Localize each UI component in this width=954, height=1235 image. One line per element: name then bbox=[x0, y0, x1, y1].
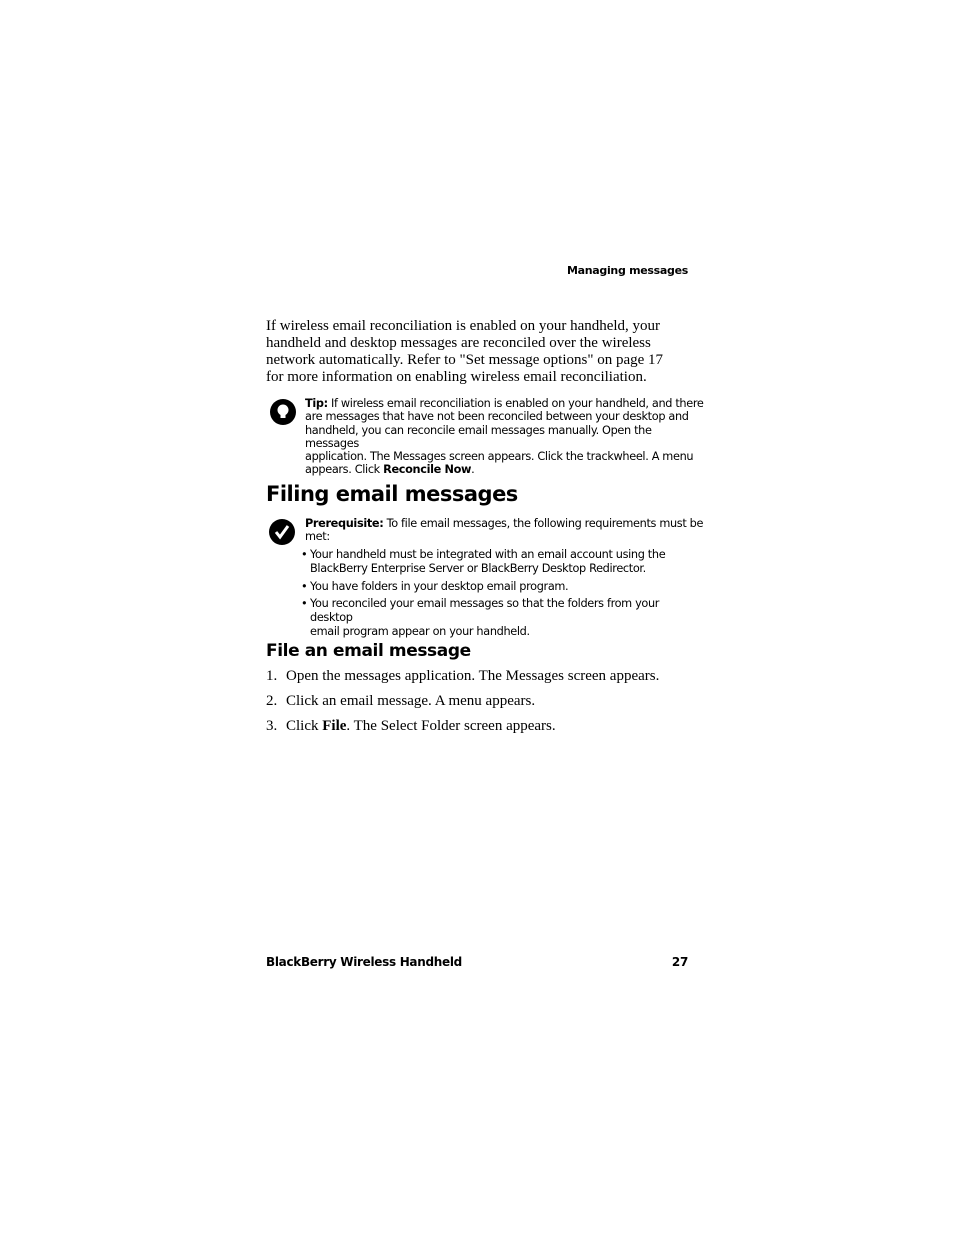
bullet-item: • You reconciled your email messages so that the folders from your desktop email program appear on your handheld. bbox=[301, 597, 660, 638]
section-title: Filing email messages bbox=[266, 482, 518, 506]
bullet-item: • You have folders in your desktop email program. bbox=[301, 580, 569, 593]
subsection-title: File an email message bbox=[266, 641, 471, 661]
page-number: 27 bbox=[671, 955, 688, 969]
checkmark-icon bbox=[269, 519, 295, 545]
lightbulb-icon bbox=[270, 399, 296, 425]
footer-title: BlackBerry Wireless Handheld bbox=[266, 955, 462, 969]
tip-note bbox=[305, 397, 705, 477]
step-item: 2. Click an email message. A menu appears. bbox=[266, 693, 536, 709]
tip-end: . bbox=[471, 463, 475, 477]
prerequisite-note bbox=[305, 517, 705, 544]
tip-text: If wireless email reconciliation is enabled on your handheld, and there are messages that have not been reconciled between your desktop and handheld, you can reconcile email messages manually. Open the messages application. The Messages screen appears. Click the trackwheel. A menu appears. Click bbox=[305, 397, 704, 477]
prerequisite-text: To file email messages, the following requirements must be met: bbox=[305, 517, 704, 544]
prerequisite-label: Prerequisite: bbox=[305, 517, 384, 530]
tip-label: Tip: bbox=[305, 397, 328, 410]
bullet-item: • Your handheld must be integrated with an email account using the BlackBerry Enterprise Server or BlackBerry Desktop Redirector. bbox=[301, 548, 666, 575]
intro-paragraph: If wireless email reconciliation is enabled on your handheld, your handheld and desktop messages are reconciled over the wireless network automatically. Refer to "Set message options" on page 17 for more information on enabling wireless email reconciliation. bbox=[266, 318, 664, 385]
running-header: Managing messages bbox=[566, 264, 688, 277]
step-item: 3. Click File. The Select Folder screen appears. bbox=[266, 718, 556, 734]
reconcile-now-term: Reconcile Now bbox=[383, 463, 472, 477]
step-item: 1. Open the messages application. The Messages screen appears. bbox=[266, 668, 660, 684]
